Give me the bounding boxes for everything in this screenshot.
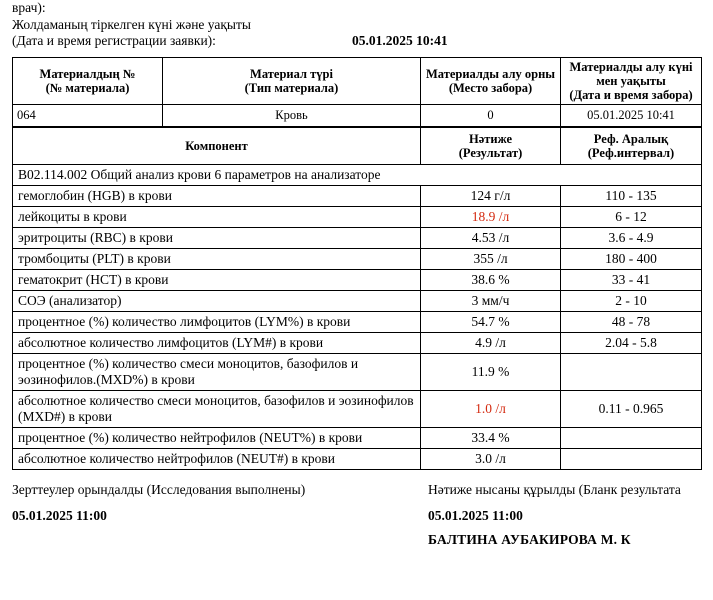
analyte-name: гемоглобин (HGB) в крови: [13, 186, 421, 207]
material-type-value: Кровь: [163, 105, 421, 127]
analyte-reference: 2.04 - 5.8: [561, 333, 702, 354]
material-place-header: [421, 58, 561, 105]
analyte-reference: 180 - 400: [561, 249, 702, 270]
analyte-result: 54.7 %: [421, 312, 561, 333]
table-row: [13, 270, 702, 291]
analyte-name: эритроциты (RBC) в крови: [13, 228, 421, 249]
registration-label-kz: Жолдаманың тіркелген күні және уақыты: [12, 17, 251, 32]
analyte-name: абсолютное количество нейтрофилов (NEUT#) в крови: [13, 449, 421, 470]
table-row: [13, 449, 702, 470]
material-datetime-header-kz2: мен уақыты: [596, 74, 666, 88]
blank-created-label: Нәтиже нысаны құрылды (Бланк результата: [428, 482, 681, 497]
analyte-reference: [561, 354, 702, 391]
table-row: [13, 249, 702, 270]
analyte-reference: 6 - 12: [561, 207, 702, 228]
result-table-header-row: [13, 128, 702, 165]
material-datetime-header-kz1: Материалды алу күні: [569, 60, 693, 74]
blank-created-datetime: 05.01.2025 11:00: [428, 508, 523, 523]
analyte-name: абсолютное количество лимфоцитов (LYM#) в крови: [13, 333, 421, 354]
analyte-name: тромбоциты (PLT) в крови: [13, 249, 421, 270]
table-row: [13, 428, 702, 449]
registration-datetime: 05.01.2025 10:41: [352, 33, 448, 48]
analyte-result: 18.9 /л: [421, 207, 561, 228]
analyte-result: 4.9 /л: [421, 333, 561, 354]
result-table: [12, 127, 702, 470]
component-header: [13, 128, 421, 165]
material-number-header-kz: Материалдың №: [39, 67, 136, 81]
table-row: [13, 228, 702, 249]
analyte-reference: 110 - 135: [561, 186, 702, 207]
analyte-result: 3 мм/ч: [421, 291, 561, 312]
reference-header: [561, 128, 702, 165]
analyte-name: процентное (%) количество смеси моноцитов, базофилов и эозинофилов.(MXD%) в крови: [13, 354, 421, 391]
material-number-header: [13, 58, 163, 105]
material-number-value: 064: [13, 105, 163, 127]
registration-label: [12, 17, 251, 49]
result-group-title: B02.114.002 Общий анализ крови 6 параметров на анализаторе: [13, 165, 702, 186]
analyte-result: 3.0 /л: [421, 449, 561, 470]
analyte-name: абсолютное количество смеси моноцитов, базофилов и эозинофилов (MXD#) в крови: [13, 391, 421, 428]
analyte-name: процентное (%) количество лимфоцитов (LYM%) в крови: [13, 312, 421, 333]
result-header-kz: Нәтиже: [468, 132, 513, 146]
analyte-reference: 3.6 - 4.9: [561, 228, 702, 249]
registration-block: [0, 17, 713, 51]
signatory-name: БАЛТИНА АУБАКИРОВА М. К: [428, 532, 631, 547]
analyte-name: СОЭ (анализатор): [13, 291, 421, 312]
material-datetime-header-ru: (Дата и время забора): [569, 88, 693, 102]
reference-header-kz: Реф. Аралық: [593, 132, 669, 146]
table-row: [13, 291, 702, 312]
table-row: [13, 312, 702, 333]
cut-line-doctor: врач):: [12, 0, 46, 15]
material-number-header-ru: (№ материала): [45, 81, 130, 95]
material-type-header-kz: Материал түрі: [250, 67, 333, 81]
material-datetime-header: [561, 58, 702, 105]
analyte-result: 11.9 %: [421, 354, 561, 391]
analyte-result: 355 /л: [421, 249, 561, 270]
analyte-result: 1.0 /л: [421, 391, 561, 428]
analyte-reference: [561, 449, 702, 470]
material-table-row: [13, 105, 702, 127]
analyte-result: 33.4 %: [421, 428, 561, 449]
component-header-label: Компонент: [185, 139, 248, 153]
analyte-reference: 0.11 - 0.965: [561, 391, 702, 428]
analyte-name: лейкоциты в крови: [13, 207, 421, 228]
table-row: [13, 354, 702, 391]
table-row: [13, 186, 702, 207]
material-table: [12, 57, 702, 127]
table-row: [13, 333, 702, 354]
table-row: [13, 391, 702, 428]
material-place-header-kz: Материалды алу орны: [425, 67, 556, 81]
material-place-value: 0: [421, 105, 561, 127]
registration-label-ru: (Дата и время регистрации заявки):: [12, 33, 216, 48]
analyte-reference: 33 - 41: [561, 270, 702, 291]
result-header: [421, 128, 561, 165]
material-type-header-ru: (Тип материала): [244, 81, 339, 95]
analyte-reference: [561, 428, 702, 449]
material-datetime-value: 05.01.2025 10:41: [561, 105, 702, 127]
analyte-result: 4.53 /л: [421, 228, 561, 249]
result-header-ru: (Результат): [458, 146, 523, 160]
material-place-header-ru: (Место забора): [448, 81, 533, 95]
executed-datetime: 05.01.2025 11:00: [12, 508, 107, 523]
analyte-result: 124 г/л: [421, 186, 561, 207]
analyte-name: гематокрит (HCT) в крови: [13, 270, 421, 291]
footer-block: [0, 482, 713, 552]
analyte-reference: 2 - 10: [561, 291, 702, 312]
executed-label: Зерттеулер орындалды (Исследования выполнены): [12, 482, 306, 497]
analyte-reference: 48 - 78: [561, 312, 702, 333]
analyte-name: процентное (%) количество нейтрофилов (NEUT%) в крови: [13, 428, 421, 449]
analyte-result: 38.6 %: [421, 270, 561, 291]
reference-header-ru: (Реф.интервал): [587, 146, 675, 160]
material-table-header-row: [13, 58, 702, 105]
table-row: [13, 207, 702, 228]
material-type-header: [163, 58, 421, 105]
result-group-row: [13, 165, 702, 186]
top-cut-text: [0, 0, 713, 15]
